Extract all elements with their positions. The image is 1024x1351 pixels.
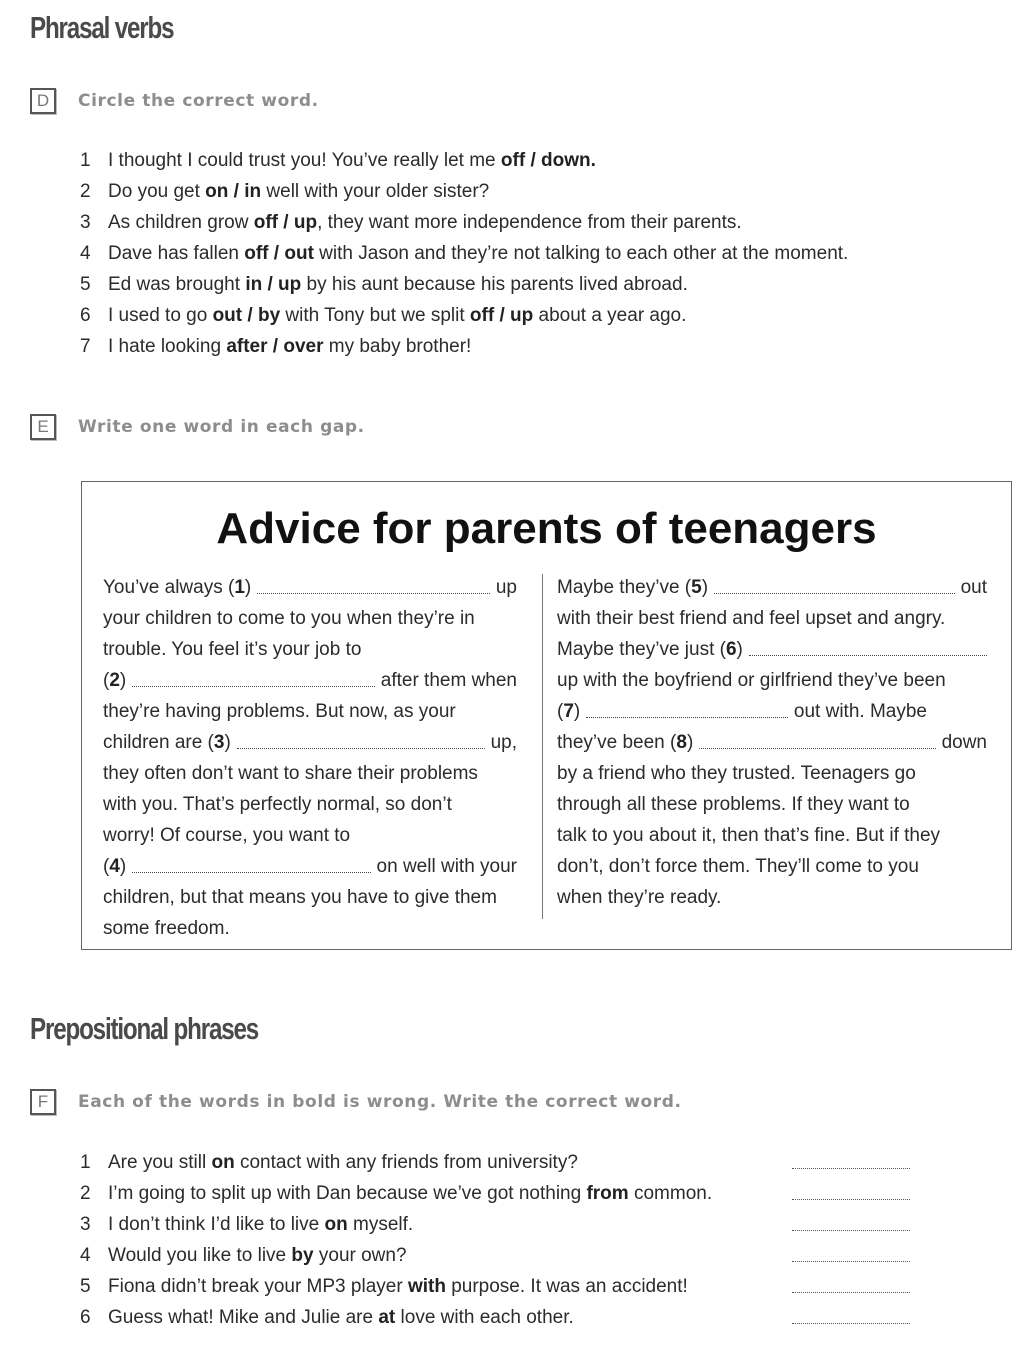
text: ( — [103, 856, 110, 877]
item-number: 7 — [80, 336, 91, 357]
list-item — [80, 269, 848, 300]
text-line: up with the boyfriend or girlfriend they’ve been — [557, 670, 946, 691]
answer-input[interactable] — [792, 1292, 910, 1293]
text-column-right — [557, 572, 987, 913]
choice-option[interactable]: off — [500, 150, 526, 171]
item-text: Ed was brought — [108, 274, 246, 295]
list-item — [80, 1178, 712, 1209]
item-text: Fiona didn’t break your MP3 player — [108, 1276, 408, 1297]
choice-option[interactable]: off — [253, 212, 278, 233]
choice-option[interactable]: down. — [541, 150, 596, 171]
text-line: your children to come to you when they’re in — [103, 608, 475, 629]
exercise-instruction: Write one word in each gap. — [78, 417, 365, 437]
exercise-letter-box: D — [30, 88, 56, 114]
item-text: with Jason and they’re not talking to each other at the moment. — [313, 243, 849, 264]
item-number: 1 — [80, 1152, 91, 1173]
item-text: with Tony but we split — [280, 305, 470, 326]
item-text: purpose. It was an accident! — [445, 1276, 688, 1297]
choice-option[interactable]: in — [244, 181, 262, 202]
text-line: worry! Of course, you want to — [103, 825, 351, 846]
text: out with. Maybe — [793, 701, 927, 722]
gap-input[interactable] — [237, 727, 485, 749]
gap-number: 6 — [725, 639, 737, 660]
text: ) — [573, 701, 581, 722]
item-text: I’m going to split up with Dan because we’ve got nothing — [108, 1183, 587, 1204]
text: ( — [557, 701, 564, 722]
gap-number: 4 — [109, 856, 120, 877]
gap-input[interactable] — [699, 727, 935, 749]
item-number: 3 — [80, 1214, 91, 1235]
choice-option[interactable]: by — [257, 305, 281, 326]
choice-option[interactable]: out — [284, 243, 314, 264]
answer-input[interactable] — [792, 1199, 910, 1200]
list-item — [80, 1302, 712, 1333]
choice-separator: / — [262, 274, 279, 295]
text-line — [103, 851, 517, 882]
item-text: Guess what! Mike and Julie are — [108, 1307, 379, 1328]
gap-fill-text-box — [81, 481, 1012, 950]
text: ) — [119, 670, 127, 691]
text-box-title: Advice for parents of teenagers — [216, 504, 877, 553]
list-item — [80, 331, 848, 362]
choice-separator: / — [242, 305, 258, 326]
item-text: As children grow — [108, 212, 254, 233]
choice-option[interactable]: up — [510, 305, 534, 326]
wrong-word: on — [211, 1152, 235, 1173]
item-number: 2 — [80, 1183, 91, 1204]
text-line: some freedom. — [103, 918, 230, 939]
list-item — [80, 176, 848, 207]
wrong-word: at — [378, 1307, 396, 1328]
choice-separator: / — [494, 305, 511, 326]
text: after them when — [380, 670, 517, 691]
text: ) — [701, 577, 709, 598]
item-number: 3 — [80, 212, 91, 233]
gap-input[interactable] — [714, 572, 955, 594]
text: ) — [736, 639, 743, 660]
choice-option[interactable]: up — [293, 212, 318, 233]
text: You’ve always ( — [103, 577, 235, 598]
gap-input[interactable] — [586, 696, 788, 718]
item-text: Do you get — [108, 181, 206, 202]
item-text: I used to go — [108, 305, 213, 326]
item-text: love with each other. — [395, 1307, 574, 1328]
exercise-letter-box: E — [30, 414, 56, 440]
gap-number: 7 — [563, 701, 574, 722]
item-text: contact with any friends from university? — [234, 1152, 578, 1173]
list-item — [80, 207, 848, 238]
text-line: through all these problems. If they want to — [557, 794, 910, 815]
text-line: they often don’t want to share their problems — [103, 763, 478, 784]
item-text: my baby brother! — [323, 336, 472, 357]
choice-separator: / — [278, 212, 294, 233]
text: ) — [686, 732, 694, 753]
item-text: I thought I could trust you! You’ve really let me — [108, 150, 501, 171]
item-text: , they want more independence from their parents. — [317, 212, 742, 233]
text-line: with their best friend and feel upset and angry. — [557, 608, 946, 629]
column-divider — [542, 574, 543, 919]
gap-input[interactable] — [257, 572, 490, 594]
exercise-d-header — [30, 88, 319, 114]
item-number: 6 — [80, 1307, 91, 1328]
choice-separator: / — [267, 336, 284, 357]
text-line — [103, 727, 517, 758]
exercise-f-list — [80, 1147, 712, 1333]
item-number: 4 — [80, 243, 91, 264]
item-number: 2 — [80, 181, 91, 202]
text-line: trouble. You feel it’s your job to — [103, 639, 362, 660]
choice-separator: / — [525, 150, 542, 171]
text-line: talk to you about it, then that’s fine. But if they — [557, 825, 941, 846]
choice-option[interactable]: after — [226, 336, 268, 357]
answer-input[interactable] — [792, 1323, 910, 1324]
text: ) — [244, 577, 252, 598]
item-text: Are you still — [108, 1152, 212, 1173]
text: up, — [490, 732, 517, 753]
gap-number: 3 — [213, 732, 225, 753]
item-number: 4 — [80, 1245, 91, 1266]
exercise-f-header — [30, 1089, 682, 1115]
list-item — [80, 1147, 712, 1178]
text-line: when they’re ready. — [557, 887, 722, 908]
item-text: your own? — [313, 1245, 407, 1266]
text-line: children, but that means you have to give them — [103, 887, 497, 908]
gap-number: 5 — [691, 577, 702, 598]
item-text: Would you like to live — [108, 1245, 292, 1266]
choice-option[interactable]: on — [205, 181, 229, 202]
text-column-left — [103, 572, 517, 944]
text: ( — [103, 670, 110, 691]
item-text: Dave has fallen — [108, 243, 245, 264]
item-number: 5 — [80, 274, 91, 295]
gap-number: 8 — [676, 732, 687, 753]
text-line — [557, 572, 987, 603]
text: down — [941, 732, 987, 753]
text: ) — [119, 856, 127, 877]
item-text: about a year ago. — [533, 305, 687, 326]
list-item — [80, 238, 848, 269]
item-number: 5 — [80, 1276, 91, 1297]
choice-option[interactable]: off — [244, 243, 269, 264]
answer-input[interactable] — [792, 1230, 910, 1231]
text: on well with your — [376, 856, 517, 877]
text-line — [557, 634, 987, 665]
exercise-d-list — [80, 145, 848, 362]
text-line: with you. That’s perfectly normal, so don’t — [103, 794, 452, 815]
section-heading-phrasal-verbs: Phrasal verbs — [30, 10, 174, 45]
wrong-word: with — [407, 1276, 446, 1297]
text-line: don’t, don’t force them. They’ll come to you — [557, 856, 919, 877]
gap-number: 1 — [234, 577, 245, 598]
item-text: by his aunt because his parents lived abroad. — [301, 274, 688, 295]
text: they’ve been ( — [557, 732, 677, 753]
text-line — [557, 727, 987, 758]
item-text: I don’t think I’d like to live — [108, 1214, 325, 1235]
list-item — [80, 1209, 712, 1240]
text-line — [557, 696, 987, 727]
item-text: myself. — [347, 1214, 414, 1235]
item-text: I hate looking — [108, 336, 227, 357]
item-text: common. — [628, 1183, 713, 1204]
choice-separator: / — [228, 181, 245, 202]
list-item — [80, 1271, 712, 1302]
exercise-letter-box: F — [30, 1089, 56, 1115]
text: ) — [224, 732, 231, 753]
wrong-word: by — [291, 1245, 314, 1266]
choice-option[interactable]: up — [278, 274, 302, 295]
text: Maybe they’ve ( — [557, 577, 692, 598]
answer-input[interactable] — [792, 1168, 910, 1169]
gap-input[interactable] — [132, 851, 370, 873]
section-heading-prepositional-phrases: Prepositional phrases — [30, 1011, 259, 1046]
list-item — [80, 1240, 712, 1271]
text-line: they’re having problems. But now, as your — [103, 701, 456, 722]
exercise-e-header — [30, 414, 365, 440]
choice-option[interactable]: out — [212, 305, 243, 326]
choice-separator: / — [268, 243, 285, 264]
gap-input[interactable] — [749, 634, 987, 656]
text: up — [495, 577, 517, 598]
wrong-word: from — [586, 1183, 629, 1204]
text-line — [103, 665, 517, 696]
exercise-instruction: Circle the correct word. — [78, 91, 319, 111]
text: children are ( — [103, 732, 214, 753]
list-item — [80, 145, 848, 176]
text: out — [960, 577, 987, 598]
wrong-word: on — [324, 1214, 348, 1235]
answer-input[interactable] — [792, 1261, 910, 1262]
exercise-instruction: Each of the words in bold is wrong. Write the correct word. — [78, 1092, 682, 1112]
choice-option[interactable]: off — [469, 305, 495, 326]
gap-input[interactable] — [132, 665, 375, 687]
choice-option[interactable]: in — [245, 274, 263, 295]
list-item — [80, 300, 848, 331]
text: Maybe they’ve just ( — [557, 639, 726, 660]
text-line — [103, 572, 517, 603]
gap-number: 2 — [109, 670, 120, 691]
item-text: well with your older sister? — [261, 181, 490, 202]
item-number: 1 — [80, 150, 91, 171]
text-line: by a friend who they trusted. Teenagers go — [557, 763, 916, 784]
choice-option[interactable]: over — [283, 336, 324, 357]
item-number: 6 — [80, 305, 91, 326]
